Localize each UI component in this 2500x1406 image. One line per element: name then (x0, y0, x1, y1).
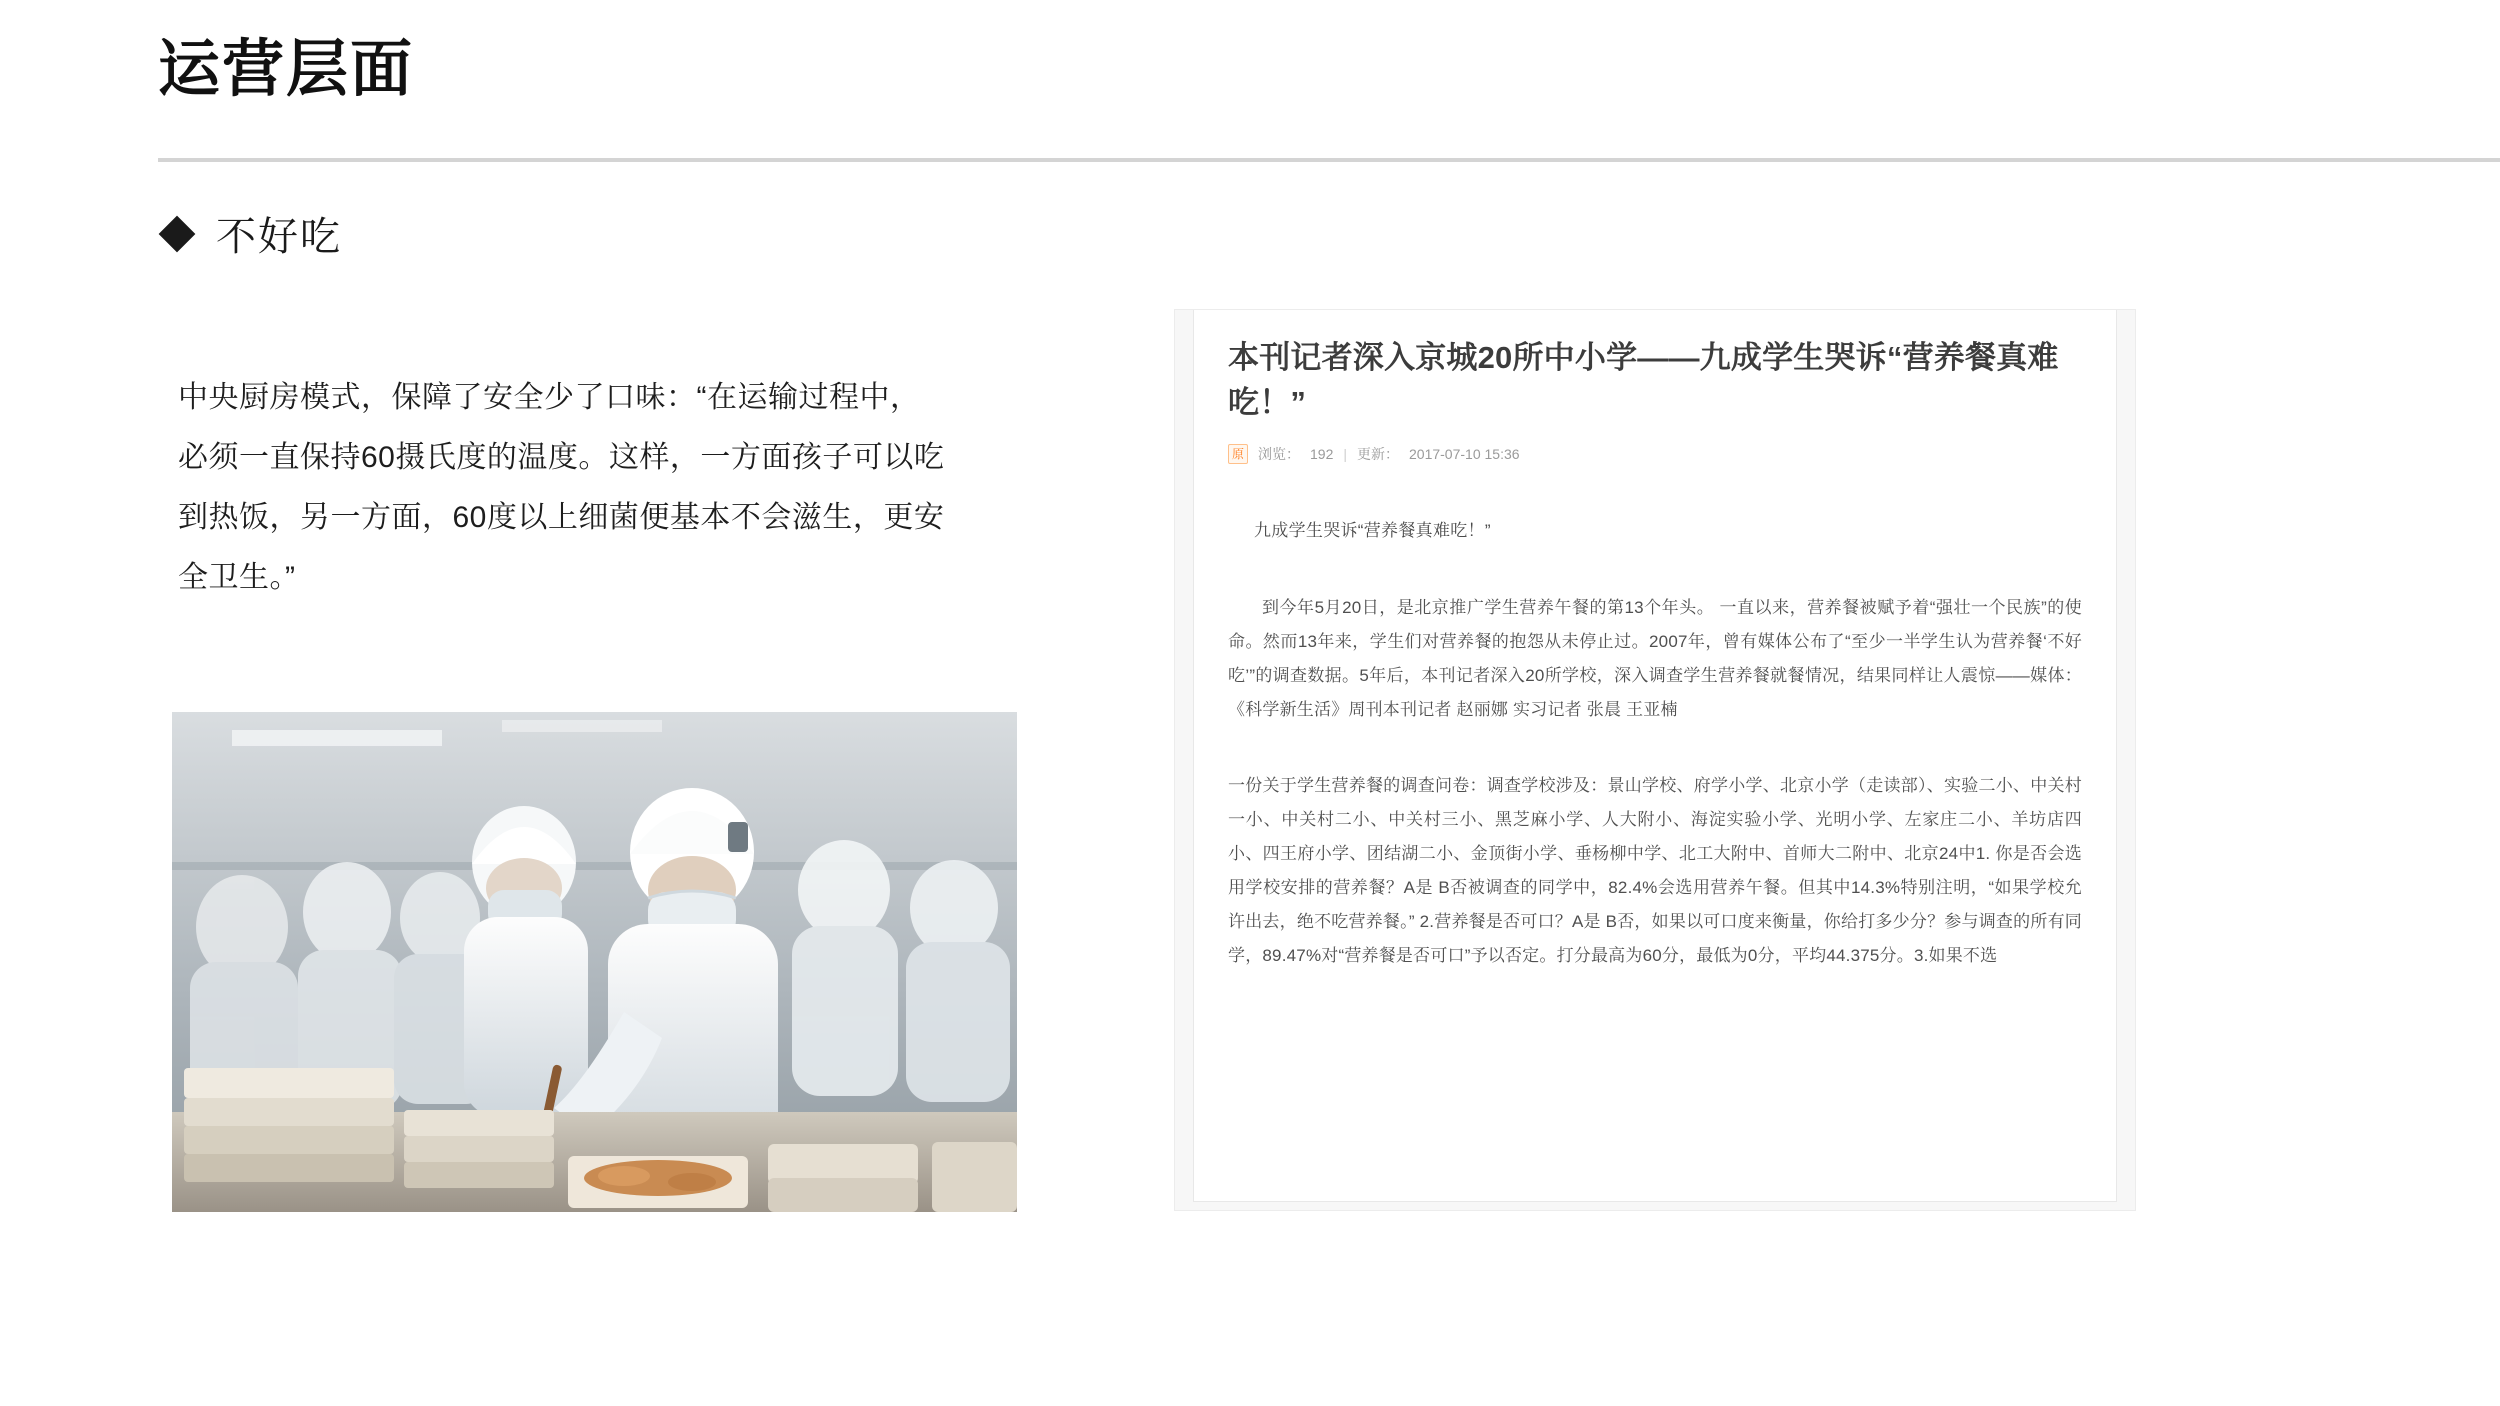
meta-separator: | (1343, 445, 1347, 462)
article-content (1193, 310, 2117, 1202)
updated-value: 2017-07-10 15:36 (1409, 445, 1520, 462)
article-paragraph: 到今年5月20日，是北京推广学生营养午餐的第13个年头。 一直以来，营养餐被赋予着“强壮一个民族”的使命。然而13年来，学生们对营养餐的抱怨从未停止过。2007年，曾有媒体公布了“至少一半学生认为营养餐‘不好吃’”的调查数据。5年后，本刊记者深入20所学校，深入调查学生营养餐就餐情况，结果同样让人震惊——媒体：《科学新生活》周刊本刊记者 赵丽娜 实习记者 张晨 王亚楠 (1228, 597, 2082, 719)
title-divider (158, 158, 2500, 162)
bullet-heading-label: 不好吃 (216, 215, 342, 259)
article-paragraph: 一份关于学生营养餐的调查问卷：调查学校涉及：景山学校、府学小学、北京小学（走读部）、实验二小、中关村一小、中关村二小、中关村三小、黑芝麻小学、人大附小、海淀实验小学、光明小学、左家庄二小、羊坊店四小、四王府小学、团结湖二小、金顶街小学、垂杨柳中学、北工大附中、首师大二附中、北京24中1. 你是否会选用学校安排的营养餐？A是 B否被调查的同学中，82.4%会选用营养午餐。但其中14.3%特别注明，“如果学校允许出去，绝不吃营养餐。” 2.营养餐是否可口？A是 B否，如果以可口度来衡量，你给打多少分？参与调查的所有同学，89.47%对“营养餐是否可口”予以否定。打分最高为60分，最低为0分，平均44.375分。3.如果不选 (1228, 775, 2082, 965)
updated-label: 更新： (1357, 445, 1399, 462)
central-kitchen-workers-photo (172, 712, 1017, 1212)
diamond-bullet-icon (159, 215, 196, 252)
left-body-paragraph: 中央厨房模式，保障了安全少了口味：“在运输过程中，必须一直保持60摄氏度的温度。这样，一方面孩子可以吃到热饭，另一方面，60度以上细菌便基本不会滋生，更安全卫生。” (178, 381, 945, 594)
article-screenshot-card (1175, 310, 2135, 1210)
views-label: 浏览： (1258, 445, 1300, 462)
views-value: 192 (1310, 445, 1334, 462)
page-title: 运营层面 (158, 35, 415, 104)
bullet-heading (164, 205, 342, 262)
original-badge-icon: 原 (1228, 444, 1248, 464)
article-headline: 本刊记者深入京城20所中小学——九成学生哭诉“营养餐真难吃！” (1228, 340, 2059, 420)
article-meta (1228, 444, 2082, 464)
article-body (1228, 591, 2082, 973)
article-subheading: 九成学生哭诉“营养餐真难吃！” (1254, 520, 1491, 540)
